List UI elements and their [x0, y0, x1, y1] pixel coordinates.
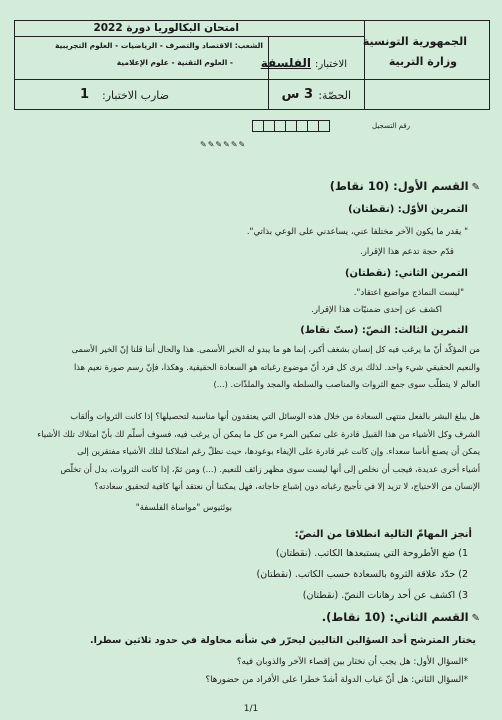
coef-value: 1: [79, 87, 89, 102]
task-item-2: 2) حدّد علاقة الثروة بالسعادة حسب الكاتب. (نقطتان): [256, 569, 468, 580]
text-line: يمكن أن يصنع أناسا سعداء. وإن كانت غير قادرة على الإيفاء بوعودها، حيث نظلّ رغم امتلاكنا لتلك الأشياء مفتقرين إلى: [77, 446, 480, 456]
exercise2-quote: "ليست النماذج مواضيع اعتقاد".: [353, 288, 464, 298]
section2-instruction: يختار المترشح أحد السؤالين التاليين ليحرّر في شأنه محاولة في حدود ثلاثين سطرا.: [90, 635, 476, 646]
text-paragraph-1: [18, 341, 480, 394]
task-item-3: 3) اكشف عن أحد رهانات النصّ. (نقطتان): [302, 590, 468, 601]
exam-title: امتحان البكالوريا دورة 2022: [93, 22, 239, 34]
registration-row: [150, 120, 410, 134]
registration-marks: ✎✎✎✎✎✎: [200, 140, 247, 149]
question-1: *السؤال الأول: هل يجب أن نختار بين إقصاء الآخر والذوبان فيه؟: [236, 657, 468, 667]
exercise1-title: التمرين الأوّل: (نقطتان): [348, 204, 468, 215]
task-item-1: 1) ضع الأطروحة التي يستبعدها الكاتب. (نقطتان): [275, 548, 468, 559]
tasks-title: أنجز المهامّ التالية انطلاقا من النصّ:: [294, 529, 472, 540]
text-line: الشرف وكل الأشياء من هذا القبيل قادرة على تمكين المرء من كل ما يمكن أن يرغب فيه، فسوف أسلّم لك بأنّ امتلاك تلك الأشياء: [37, 428, 480, 439]
registration-boxes[interactable]: [253, 120, 330, 132]
sections-line-1: الشعب: الاقتصاد والتصرف - الرياضيات - العلوم التجريبية: [55, 41, 263, 50]
time-value: 3 س: [281, 87, 313, 102]
pen-icon: ✎: [471, 182, 480, 193]
sections-line-2: - العلوم التقنية - علوم الإعلامية: [116, 58, 233, 67]
exam-header-table: [14, 20, 490, 110]
registration-digit-box[interactable]: [318, 120, 330, 132]
time-label: الحصّة:: [318, 89, 351, 102]
exercise2-title: التمرين الثاني: (نقطتان): [344, 268, 468, 279]
text-paragraph-2: [18, 408, 480, 496]
subject-value: الفلسفة: [260, 56, 311, 70]
question-2: *السؤال الثاني: هل أنّ غياب الدولة أشدّ خطرا على الأفراد من حضورها؟: [205, 675, 468, 685]
subject-label: الاختبار:: [315, 59, 347, 70]
exercise1-quote: " يقدر ما يكون الآخر مختلفا عني، يساعدني على الوعي بذاتي".: [246, 227, 468, 237]
republic-label: الجمهورية التونسية: [362, 35, 467, 48]
text-line: من المؤكّد أنّ ما يرغب فيه كل إنسان بشغف أكبر، إنما هو ما يبدو له الخير الأسمى. هذا والحال أننا قلنا إنّ الخير الأسمى: [71, 344, 480, 354]
page-number: 1/1: [243, 704, 259, 714]
text-line: هل يبلغ البشر بالفعل منتهى السعادة من خلال هذه الوسائل التي يعتقدون أنها مناسبة لتحصيلها؟ إذا كانت الثروات وألقاب: [70, 411, 480, 421]
exercise2-task: اكشف عن إحدى ضمنيّات هذا الإقرار.: [311, 305, 442, 315]
exercise1-task: قدّم حجة تدعم هذا الإقرار.: [360, 247, 454, 257]
exercise3-title: التمرين الثالث: النصّ: (ستّ نقاط): [300, 325, 468, 336]
coef-label: ضارب الاختبار:: [102, 89, 169, 102]
text-source: بوئثيوس "مواساة الفلسفة": [135, 503, 232, 513]
text-line: الإنسان من الاحتياج، لا تزيد إلا في تأجيج رغباته دون إشباع حاجاته، فهل يمكننا أن نعتقد أنها كافية لتحقيق سعادته؟: [94, 481, 480, 491]
section2-title: ✎القسم الثاني: (10 نقاط).: [321, 610, 480, 624]
text-line: أشياء أخرى عديدة، فيجب أن نخلص إلى أنها ليست سوى مظهر زائف للنعيم. (...) ومن ثمّ، إذا كانت الثروات، بدل أن تخلّص: [60, 463, 480, 474]
header-divider: [15, 79, 489, 80]
pen-icon: ✎: [471, 613, 480, 624]
text-line: العالم لا يتطلّب سوى جمع الثروات والمناصب والسلطة والمجد والملذّات. (...): [213, 379, 480, 389]
ministry-label: وزارة التربية: [388, 55, 457, 68]
registration-label: رقم التسجيل: [372, 122, 410, 130]
text-line: والنعيم الحقيقي شيء واحد. لذلك يرى كل فرد أنّ موضوع رغباته هو السعادة الحقيقية. وهكذا، فإنّ رسم صورة نعيم هذا: [73, 361, 480, 372]
section1-title: ✎القسم الأول: (10 نقاط): [329, 179, 480, 193]
